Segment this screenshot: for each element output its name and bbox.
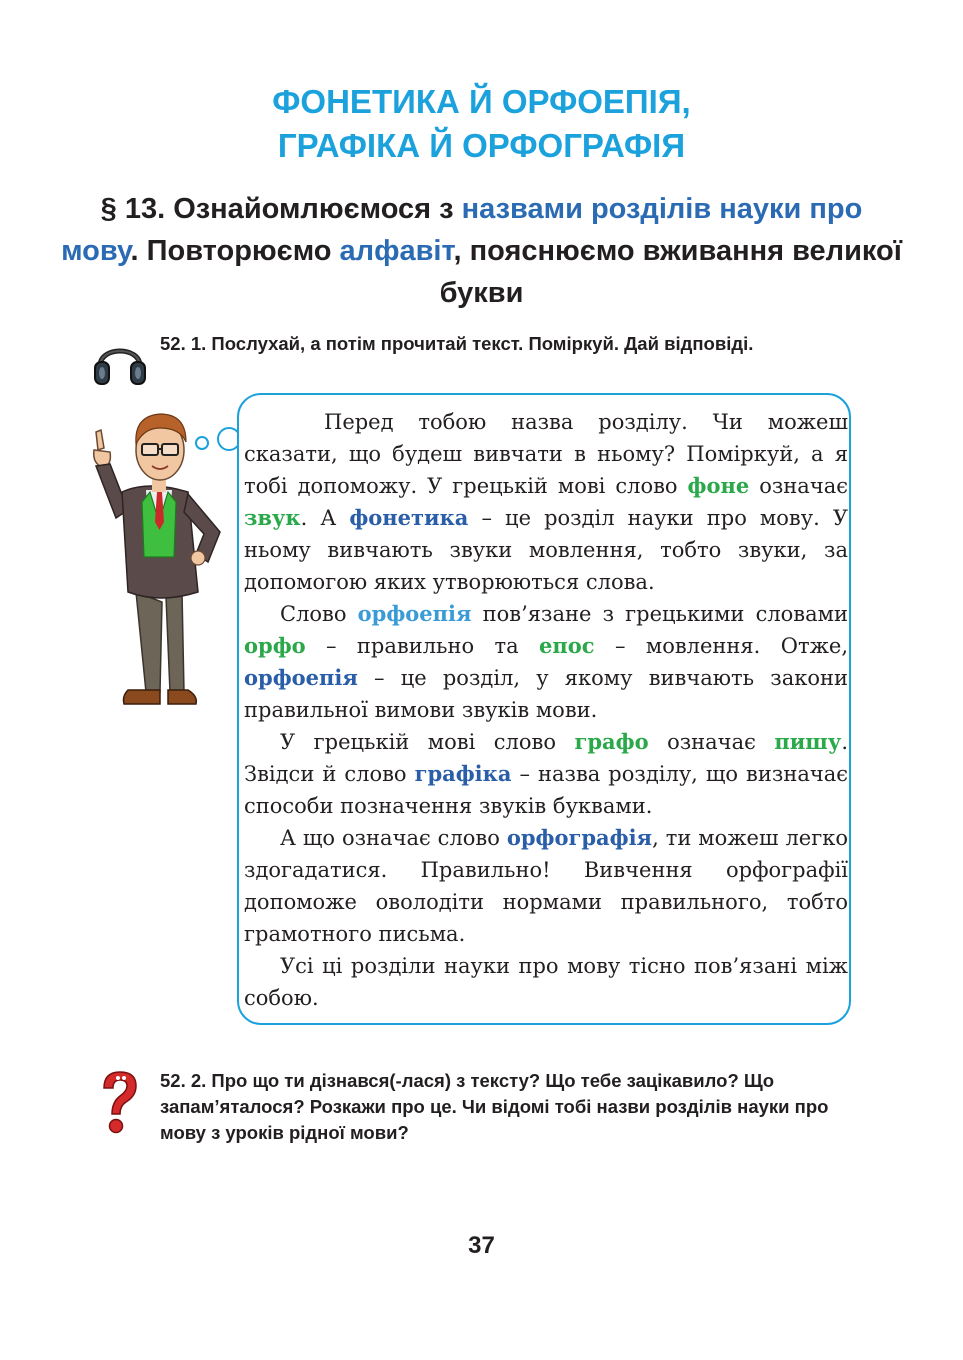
term-fone: фоне — [687, 473, 750, 498]
paragraph-2-text-a: Слово — [280, 602, 358, 626]
page-number: 37 — [468, 1232, 495, 1259]
paragraph-4-text-b: , ти можеш легко здогадатися. Правильно! Вивчення орфографії допоможе оволодіти нормами правильного, тобто грамотного письма. — [244, 826, 848, 946]
question-mark-icon — [96, 1068, 142, 1138]
section-title — [60, 188, 903, 314]
paragraph-1 — [244, 406, 848, 598]
paragraph-5 — [244, 950, 848, 1014]
paragraph-4 — [244, 822, 848, 950]
paragraph-3-text-d: – назва розділу, що визначає способи позначення звуків буквами. — [244, 762, 849, 818]
term-orfoepiya-2: орфоепія — [244, 665, 358, 690]
paragraph-3-text-b: означає — [648, 730, 775, 754]
paragraph-3-text-a: У грецькій мові слово — [280, 730, 575, 754]
term-grafo: графо — [574, 729, 649, 754]
section-title-part2: . Повторюємо — [130, 235, 340, 267]
paragraph-4-text-a: А що означає слово — [280, 826, 507, 850]
term-fonetyka: фонетика — [349, 505, 469, 530]
chapter-title-line1: ФОНЕТИКА Й ОРФОЕПІЯ, — [272, 83, 691, 120]
paragraph-2-text-e: – це розділ, у якому вивчають закони правильної вимови звуків мови. — [244, 666, 848, 722]
task-1-label: 52. 1. Послухай, а потім прочитай текст. Поміркуй. Дай відповіді. — [160, 333, 754, 354]
paragraph-3 — [244, 726, 848, 822]
paragraph-1-text-a: Перед тобою назва розділу. Чи можеш сказати, що будеш вивчати в ньому? Поміркуй, а я тобі допоможу. У грецькій мові слово — [244, 410, 848, 498]
paragraph-2-text-c: – правильно та — [305, 634, 540, 658]
section-title-part3: , пояснюємо вживання великої букви — [439, 235, 902, 309]
section-title-part1: § 13. Ознайомлюємося з — [100, 193, 462, 225]
paragraph-2 — [244, 598, 848, 726]
thought-bubble-dot-small — [195, 436, 209, 450]
term-grafika: графіка — [414, 761, 512, 786]
task-2-label: 52. 2. Про що ти дізнався(-лася) з тексту? Що тебе зацікавило? Що запам’яталося? Розкажи про це. Чи відомі тобі назви розділів науки про мову з уроків рідної мови? — [160, 1070, 829, 1143]
term-pyshu: пишу — [774, 729, 842, 754]
paragraph-2-text-d: – мовлення. Отже, — [594, 634, 848, 658]
paragraph-5-text-a: Усі ці розділи науки про мову тісно пов’язані між собою. — [244, 954, 848, 1010]
chapter-title — [0, 80, 963, 168]
paragraph-3-text-c: . Звідси й слово — [244, 730, 848, 786]
reading-text — [244, 406, 848, 1014]
section-title-highlight2: алфавіт — [339, 235, 454, 267]
paragraph-1-text-d: – це розділ науки про мову. У ньому вивчають звуки мовлення, тобто звуки, за допомогою яких утворюються слова. — [244, 506, 848, 594]
paragraph-2-text-b: пов’язане з грецькими словами — [471, 602, 848, 626]
headphones-icon — [92, 332, 148, 388]
paragraph-1-text-c: . А — [300, 506, 350, 530]
term-orfografiya: орфографія — [506, 825, 653, 850]
term-epos: епос — [539, 633, 595, 658]
paragraph-1-text-b: означає — [749, 474, 848, 498]
term-zvuk: звук — [244, 505, 301, 530]
term-orfoepiya: орфоепія — [357, 601, 472, 626]
chapter-title-line2: ГРАФІКА Й ОРФОГРАФІЯ — [277, 127, 686, 164]
section-title-highlight1: назвами розділів науки про мову — [61, 193, 863, 267]
term-orfo: орфо — [244, 633, 306, 658]
